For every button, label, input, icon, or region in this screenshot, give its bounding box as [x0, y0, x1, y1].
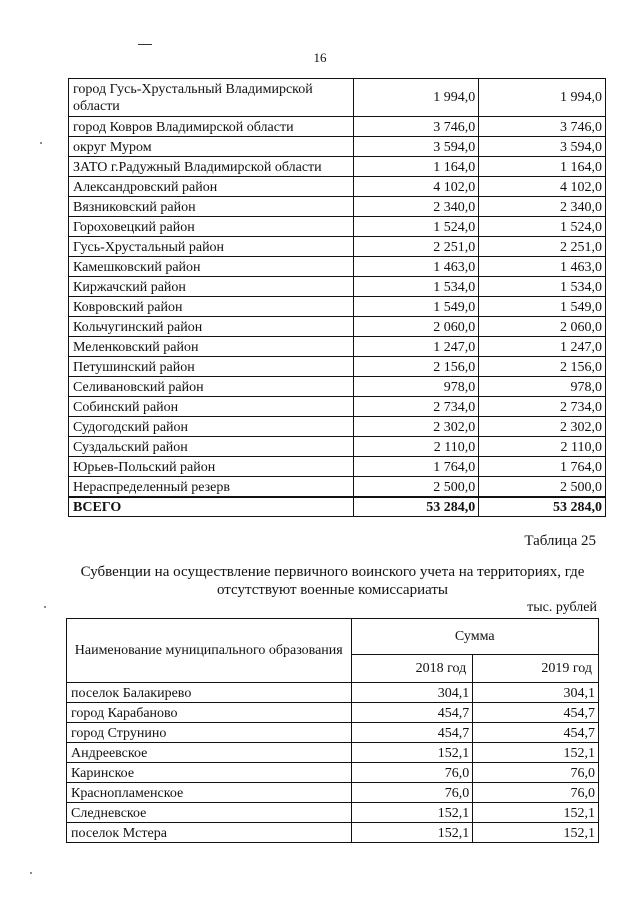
table-row [67, 703, 599, 723]
row-value-2019: 2 734,0 [479, 397, 606, 417]
table-row [69, 337, 606, 357]
row-value-2019: 454,7 [473, 703, 599, 723]
table-row [69, 317, 606, 337]
row-value-2019: 2 156,0 [479, 357, 606, 377]
row-value-2018: 1 524,0 [353, 217, 479, 237]
table-row [69, 477, 606, 497]
row-value-2019: 2 500,0 [479, 477, 606, 497]
row-value-2018: 1 549,0 [353, 297, 479, 317]
table-row [69, 277, 606, 297]
row-name: Кольчугинский район [69, 317, 354, 337]
table-row [69, 117, 606, 137]
scan-speck [40, 142, 42, 144]
row-name: поселок Балакирево [67, 683, 352, 703]
row-value-2019: 304,1 [473, 683, 599, 703]
page-number: 16 [313, 50, 327, 65]
row-name: Юрьев-Польский район [69, 457, 354, 477]
row-value-2019: 2 340,0 [479, 197, 606, 217]
table-row [67, 743, 599, 763]
row-value-2019: 152,1 [473, 743, 599, 763]
row-name: Петушинский район [69, 357, 354, 377]
table-row [69, 137, 606, 157]
total-label: ВСЕГО [69, 497, 354, 517]
table-row [69, 357, 606, 377]
row-name: Суздальский район [69, 437, 354, 457]
row-value-2019: 1 247,0 [479, 337, 606, 357]
table-title: Субвенции на осуществление первичного воинского учета на территориях, где отсутствуют военные комиссариаты [80, 564, 585, 598]
row-value-2019: 1 534,0 [479, 277, 606, 297]
row-value-2018: 1 534,0 [353, 277, 479, 297]
scan-dash-mark [138, 44, 152, 45]
table-row [69, 437, 606, 457]
table-row [67, 823, 599, 843]
row-value-2019: 2 251,0 [479, 237, 606, 257]
row-value-2018: 454,7 [351, 703, 473, 723]
row-name: Киржачский район [69, 277, 354, 297]
row-name: Александровский район [69, 177, 354, 197]
row-value-2018: 2 500,0 [353, 477, 479, 497]
row-name: Краснопламенское [67, 783, 352, 803]
row-value-2019: 1 463,0 [479, 257, 606, 277]
column-header-name: Наименование муниципального образования [67, 619, 352, 683]
row-value-2019: 76,0 [473, 763, 599, 783]
table-number-label: Таблица 25 [524, 533, 596, 549]
table-row [69, 79, 606, 117]
table-row [69, 217, 606, 237]
row-name: Собинский район [69, 397, 354, 417]
row-name: Нераспределенный резерв [69, 477, 354, 497]
table-header-row [67, 619, 599, 655]
row-value-2019: 3 746,0 [479, 117, 606, 137]
row-value-2018: 2 302,0 [353, 417, 479, 437]
row-name: ЗАТО г.Радужный Владимирской области [69, 157, 354, 177]
row-value-2018: 1 164,0 [353, 157, 479, 177]
row-name: город Гусь-Хрустальный Владимирской области [69, 79, 354, 117]
row-value-2019: 454,7 [473, 723, 599, 743]
row-name: город Ковров Владимирской области [69, 117, 354, 137]
row-name: город Карабаново [67, 703, 352, 723]
row-value-2018: 152,1 [351, 743, 473, 763]
row-value-2019: 76,0 [473, 783, 599, 803]
row-name: Ковровский район [69, 297, 354, 317]
table-row [69, 417, 606, 437]
table-row [69, 297, 606, 317]
scan-speck [44, 606, 46, 608]
table-row [69, 257, 606, 277]
military-registration-table-body [67, 683, 599, 843]
table-row [69, 377, 606, 397]
row-name: Селивановский район [69, 377, 354, 397]
total-row [69, 497, 606, 517]
row-value-2018: 76,0 [351, 783, 473, 803]
table-row [69, 197, 606, 217]
row-name: Следневское [67, 803, 352, 823]
row-name: Андреевское [67, 743, 352, 763]
row-name: поселок Мстера [67, 823, 352, 843]
row-name: округ Муром [69, 137, 354, 157]
total-2018: 53 284,0 [353, 497, 479, 517]
row-value-2019: 4 102,0 [479, 177, 606, 197]
column-header-2018: 2018 год [351, 655, 473, 683]
row-value-2018: 2 156,0 [353, 357, 479, 377]
scan-speck [30, 872, 32, 874]
row-value-2018: 1 463,0 [353, 257, 479, 277]
row-value-2019: 2 302,0 [479, 417, 606, 437]
row-name: Меленковский район [69, 337, 354, 357]
row-value-2019: 1 524,0 [479, 217, 606, 237]
total-2019: 53 284,0 [479, 497, 606, 517]
row-name: Гусь-Хрустальный район [69, 237, 354, 257]
row-value-2019: 1 164,0 [479, 157, 606, 177]
row-value-2019: 152,1 [473, 823, 599, 843]
row-value-2018: 1 764,0 [353, 457, 479, 477]
row-value-2018: 1 994,0 [353, 79, 479, 117]
row-value-2019: 3 594,0 [479, 137, 606, 157]
row-value-2019: 2 110,0 [479, 437, 606, 457]
table-row [69, 397, 606, 417]
row-value-2019: 1 994,0 [479, 79, 606, 117]
table-row [67, 763, 599, 783]
table-row [69, 177, 606, 197]
row-value-2018: 152,1 [351, 803, 473, 823]
row-value-2018: 2 251,0 [353, 237, 479, 257]
row-value-2018: 152,1 [351, 823, 473, 843]
row-value-2019: 1 764,0 [479, 457, 606, 477]
row-value-2018: 4 102,0 [353, 177, 479, 197]
row-value-2018: 1 247,0 [353, 337, 479, 357]
row-value-2019: 2 060,0 [479, 317, 606, 337]
table-row [67, 783, 599, 803]
row-name: Вязниковский район [69, 197, 354, 217]
row-value-2018: 978,0 [353, 377, 479, 397]
row-value-2018: 3 746,0 [353, 117, 479, 137]
units-label: тыс. рублей [527, 600, 597, 615]
row-name: город Струнино [67, 723, 352, 743]
row-name: Каринское [67, 763, 352, 783]
row-name: Камешковский район [69, 257, 354, 277]
military-registration-subventions-table [66, 618, 599, 843]
row-name: Гороховецкий район [69, 217, 354, 237]
table-row [69, 237, 606, 257]
row-value-2018: 76,0 [351, 763, 473, 783]
row-value-2018: 2 060,0 [353, 317, 479, 337]
row-name: Судогодский район [69, 417, 354, 437]
row-value-2018: 2 340,0 [353, 197, 479, 217]
table-row [67, 683, 599, 703]
table-row [67, 723, 599, 743]
column-header-sum: Сумма [351, 619, 599, 655]
table-row [69, 157, 606, 177]
row-value-2018: 3 594,0 [353, 137, 479, 157]
table-row [67, 803, 599, 823]
row-value-2019: 152,1 [473, 803, 599, 823]
row-value-2018: 2 734,0 [353, 397, 479, 417]
row-value-2019: 1 549,0 [479, 297, 606, 317]
row-value-2018: 454,7 [351, 723, 473, 743]
table-row [69, 457, 606, 477]
column-header-2019: 2019 год [473, 655, 599, 683]
municipal-amounts-table-body [69, 79, 606, 517]
row-value-2019: 978,0 [479, 377, 606, 397]
row-value-2018: 2 110,0 [353, 437, 479, 457]
municipal-amounts-table [68, 78, 606, 517]
row-value-2018: 304,1 [351, 683, 473, 703]
